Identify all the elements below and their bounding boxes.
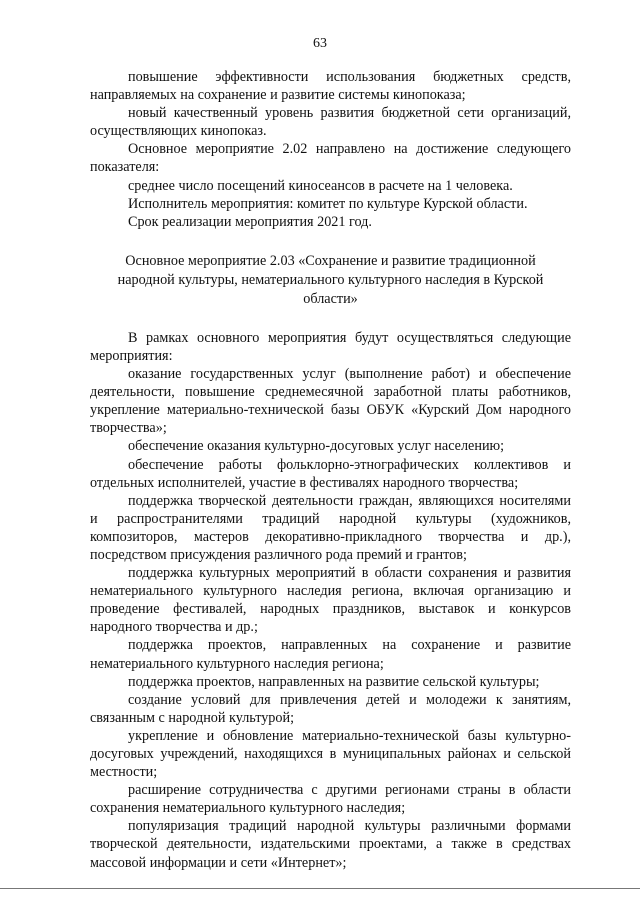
list-item: обеспечение работы фольклорно-этнографических коллективов и отдельных исполнителей, участие в фестивалях народного творчества; bbox=[90, 456, 571, 491]
document-body bbox=[90, 68, 571, 872]
paragraph: повышение эффективности использования бюджетных средств, направляемых на сохранение и развитие системы кинопоказа; bbox=[90, 69, 571, 104]
section-heading: Основное мероприятие 2.03 «Сохранение и развитие традиционной народной культуры, нематериального культурного наследия в Курской области» bbox=[117, 252, 544, 307]
list-item: укрепление и обновление материально-технической базы культурно-досуговых учреждений, находящихся в муниципальных районах и сельской местности; bbox=[90, 727, 571, 781]
page-bottom-rule bbox=[0, 888, 640, 889]
paragraph: Исполнитель мероприятия: комитет по культуре Курской области. bbox=[128, 195, 528, 212]
paragraph: новый качественный уровень развития бюджетной сети организаций, осуществляющих кинопоказ. bbox=[90, 105, 571, 140]
list-item: поддержка творческой деятельности граждан, являющихся носителями и распространителями традиций народной культуры (художников, композиторов, мастеров декоративно-прикладного творчества и др.), посредством присуждения различного рода премий и грантов; bbox=[90, 492, 571, 563]
list-item: поддержка культурных мероприятий в области сохранения и развития нематериального культурного наследия региона, включая организацию и проведение фестивалей, народных праздников, выставок и конкурсов народного творчества и др.; bbox=[90, 565, 571, 636]
paragraph: среднее число посещений киносеансов в расчете на 1 человека. bbox=[128, 177, 513, 194]
list-item: оказание государственных услуг (выполнение работ) и обеспечение деятельности, повышение среднемесячной заработной платы работников, укрепление материально-технической базы ОБУК «Курский Дом народного творчества»; bbox=[90, 366, 571, 437]
list-item: поддержка проектов, направленных на сохранение и развитие нематериального культурного наследия региона; bbox=[90, 637, 571, 672]
paragraph: Основное мероприятие 2.02 направлено на достижение следующего показателя: bbox=[90, 141, 571, 176]
list-item: популяризация традиций народной культуры различными формами творческой деятельности, издательскими проектами, а также в средствах массовой информации и сети «Интернет»; bbox=[90, 818, 571, 871]
list-item: создание условий для привлечения детей и молодежи к занятиям, связанным с народной культурой; bbox=[90, 691, 571, 726]
list-item: поддержка проектов, направленных на развитие сельской культуры; bbox=[128, 673, 540, 690]
list-item: обеспечение оказания культурно-досуговых услуг населению; bbox=[128, 438, 505, 455]
paragraph: Срок реализации мероприятия 2021 год. bbox=[128, 213, 372, 230]
intro-paragraph: В рамках основного мероприятия будут осуществляться следующие мероприятия: bbox=[90, 329, 571, 364]
page-number: 63 bbox=[313, 36, 327, 51]
list-item: расширение сотрудничества с другими регионами страны в области сохранения нематериального культурного наследия; bbox=[90, 782, 571, 817]
